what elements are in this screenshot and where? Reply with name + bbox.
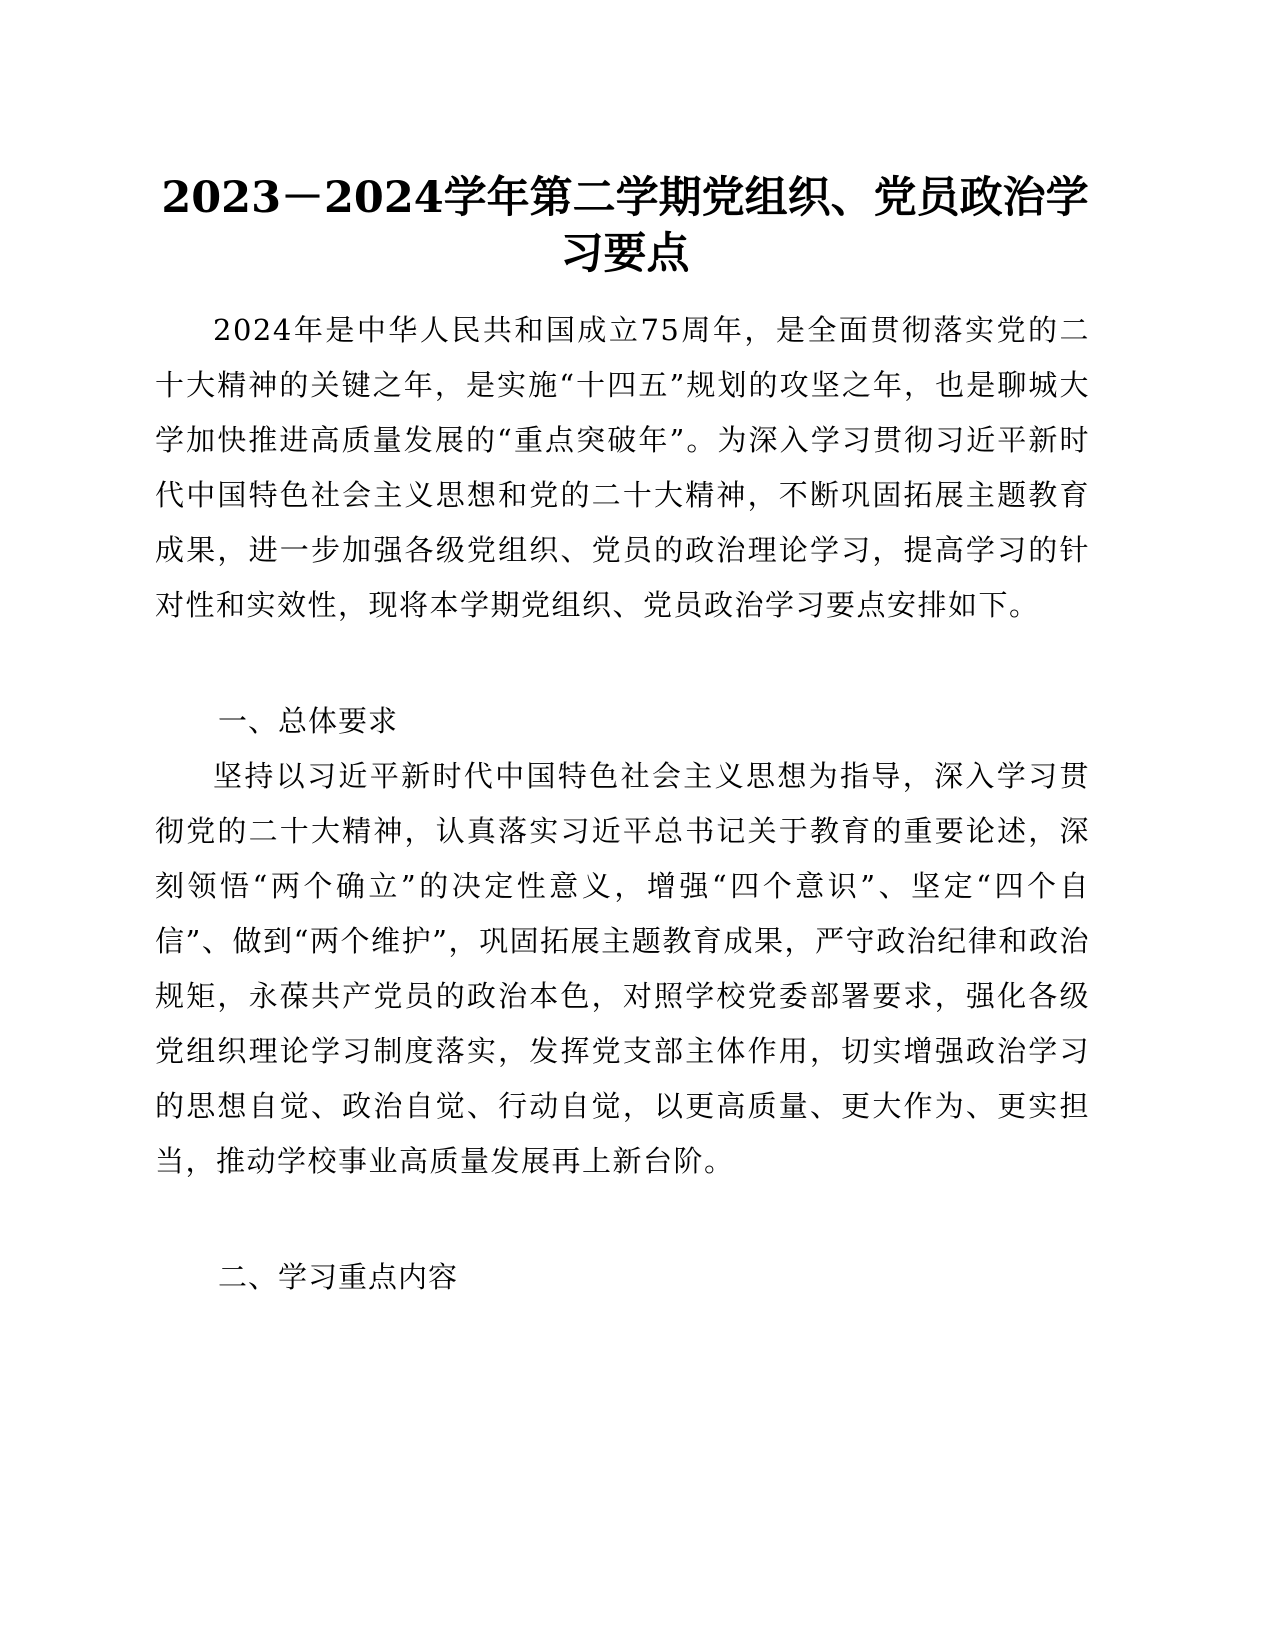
- general-requirements-paragraph: 坚持以习近平新时代中国特色社会主义思想为指导，深入学习贯彻党的二十大精神，认真落实习近平总书记关于教育的重要论述，深刻领悟“两个确立”的决定性意义，增强“四个意识”、坚定“四个自信”、做到“两个维护”，巩固拓展主题教育成果，严守政治纪律和政治规矩，永葆共产党员的政治本色，对照学校党委部署要求，强化各级党组织理论学习制度落实，发挥党支部主体作用，切实增强政治学习的思想自觉、政治自觉、行动自觉，以更高质量、更大作为、更实担当，推动学校事业高质量发展再上新台阶。: [155, 759, 1090, 1178]
- document-title: 2023－2024学年第二学期党组织、党员政治学习要点: [161, 173, 1089, 279]
- section-heading-key-content: 二、学习重点内容: [218, 1260, 459, 1294]
- intro-paragraph: 2024年是中华人民共和国成立75周年，是全面贯彻落实党的二十大精神的关键之年，是实施“十四五”规划的攻坚之年，也是聊城大学加快推进高质量发展的“重点突破年”。为深入学习贯彻习近平新时代中国特色社会主义思想和党的二十大精神，不断巩固拓展主题教育成果，进一步加强各级党组织、党员的政治理论学习，提高学习的针对性和实效性，现将本学期党组织、党员政治学习要点安排如下。: [155, 313, 1090, 622]
- section-heading-general-requirements: 一、总体要求: [218, 704, 399, 738]
